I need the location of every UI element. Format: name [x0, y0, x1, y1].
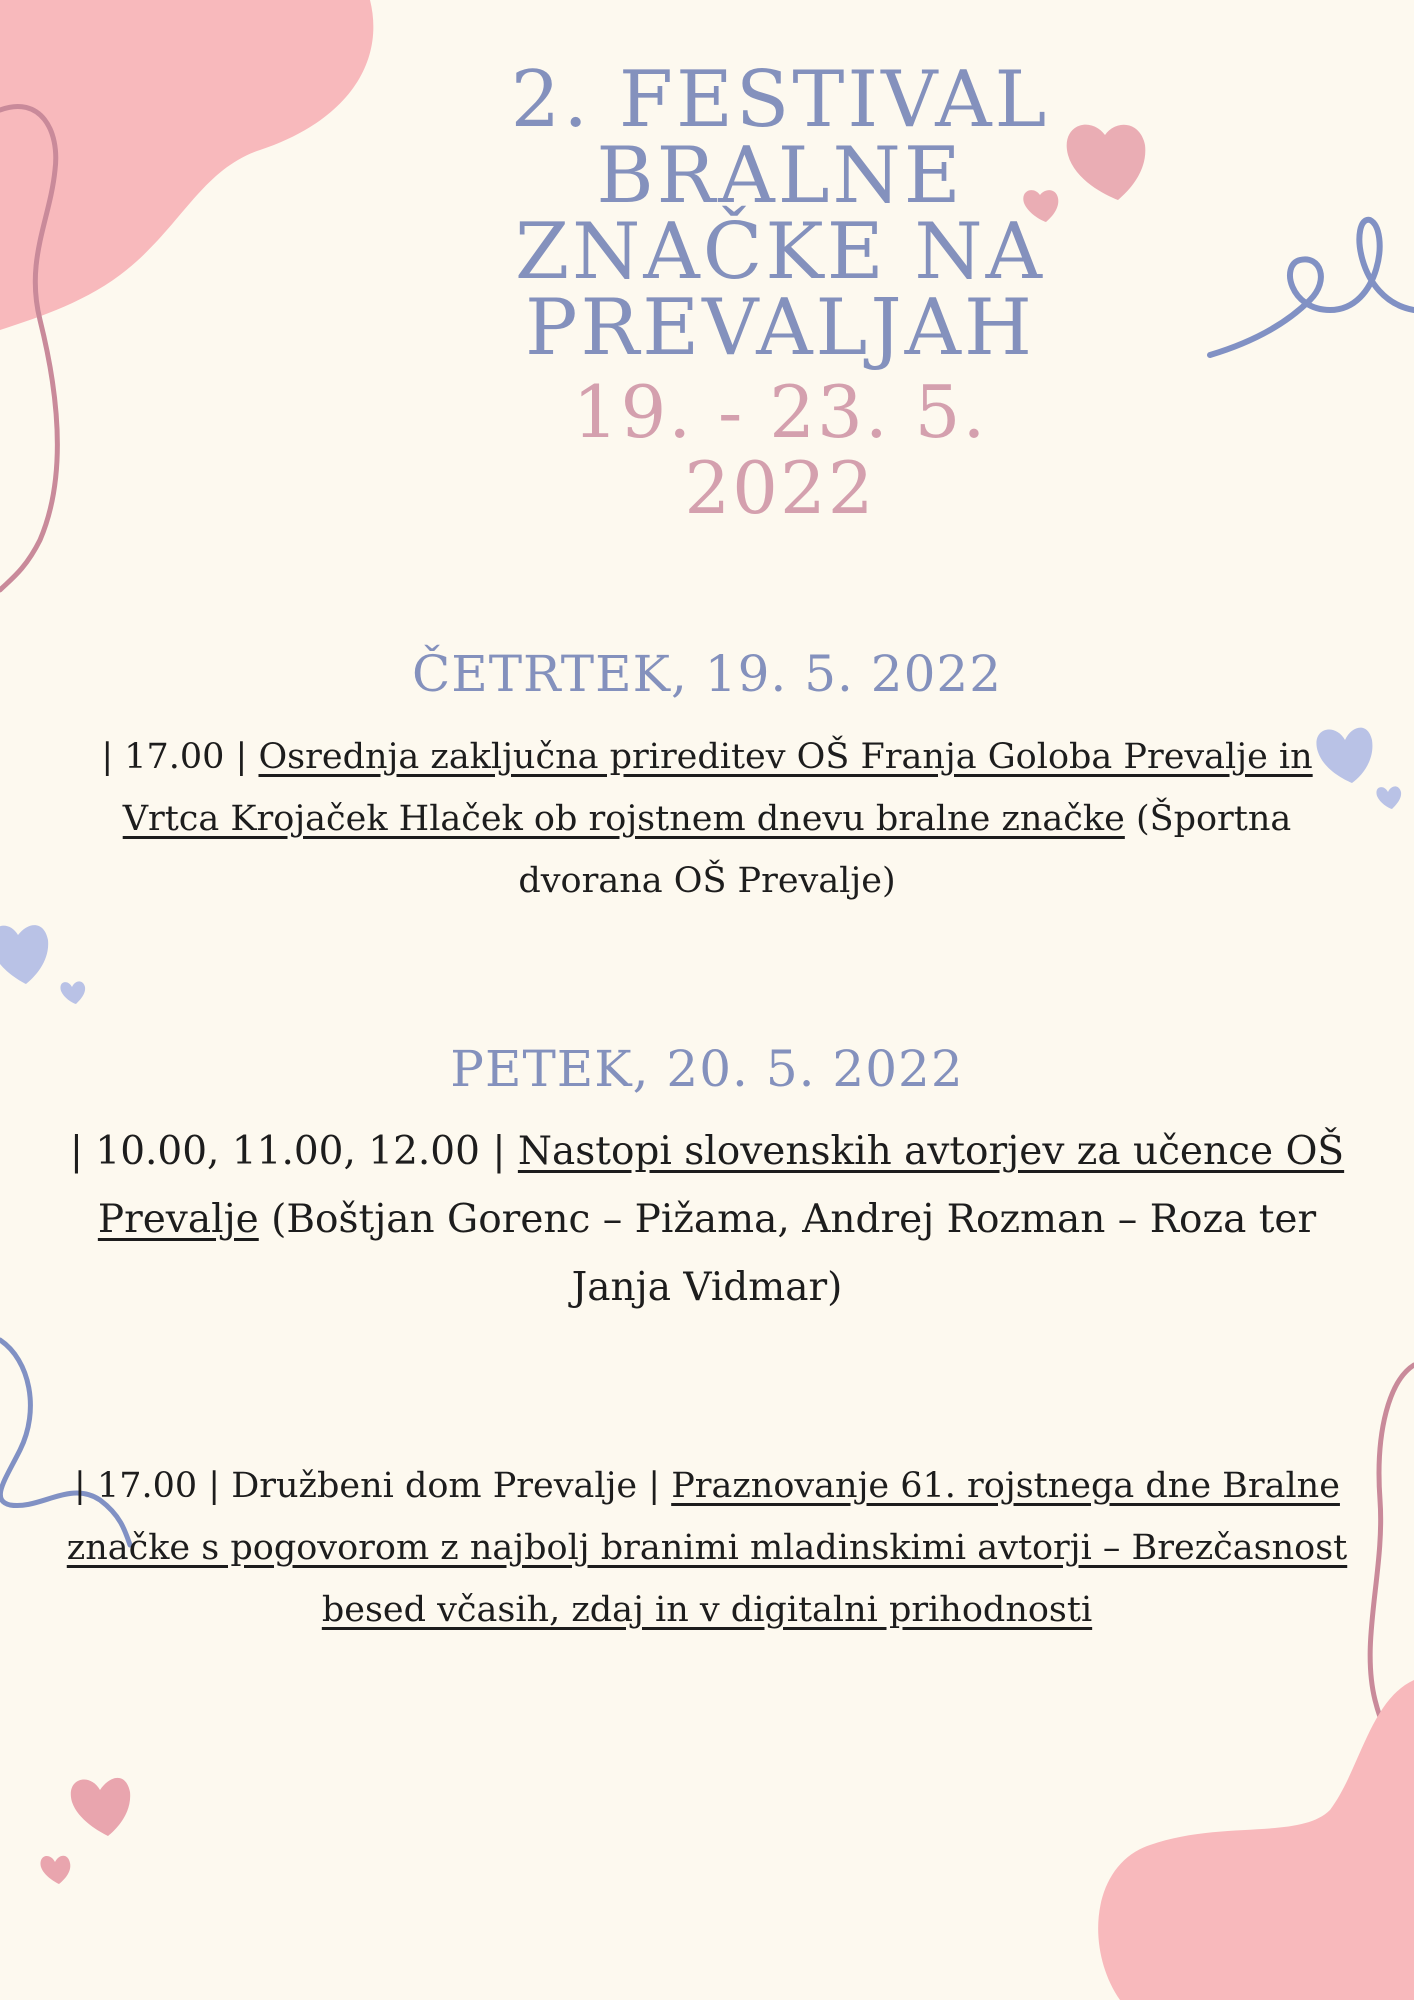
title-line: ZNAČKE NA [514, 207, 1046, 297]
day-heading-thursday: ČETRTEK, 19. 5. 2022 [411, 645, 1003, 703]
event-location: (Športna dvorana OŠ Prevalje) [518, 799, 1292, 901]
day-heading-friday: PETEK, 20. 5. 2022 [450, 1040, 964, 1098]
top-right-ribbon [1210, 220, 1414, 355]
festival-year: 2022 [684, 446, 876, 530]
event-item [50, 1118, 1364, 1322]
event-item [60, 726, 1354, 912]
event-authors: (Boštjan Gorenc – Pižama, Andrej Rozman – Roza ter Janja Vidmar) [258, 1197, 1317, 1310]
event-time: | 17.00 | [101, 737, 259, 777]
event-time: | 17.00 | Družbeni dom Prevalje | [74, 1466, 672, 1506]
event-time: | 10.00, 11.00, 12.00 | [69, 1129, 518, 1174]
title-line: PREVALJAH [525, 283, 1035, 373]
event-link[interactable]: Praznovanje 61. rojstnega dne Bralne značke s pogovorom z najbolj branimi mladinskimi avtorji – Brezčasnost besed včasih, zdaj in v digitalni prihodnosti [66, 1466, 1348, 1630]
heart-decoration-icon [0, 925, 85, 1004]
festival-dates: 19. - 23. 5. [572, 370, 988, 454]
title-line: 2. FESTIVAL [510, 55, 1050, 145]
bottom-right-blob [1098, 1680, 1414, 2000]
event-item [50, 1455, 1364, 1641]
event-link[interactable]: Nastopi slovenskih avtorjev za učence OŠ Prevalje [97, 1129, 1345, 1242]
heart-decoration-icon [41, 1778, 131, 1884]
festival-title [440, 55, 1120, 530]
event-link[interactable]: Osrednja zaključna prireditev OŠ Franja Goloba Prevalje in Vrtca Krojaček Hlaček ob rojstnem dnevu bralne značke [122, 737, 1313, 839]
title-line: BRALNE [596, 131, 964, 221]
